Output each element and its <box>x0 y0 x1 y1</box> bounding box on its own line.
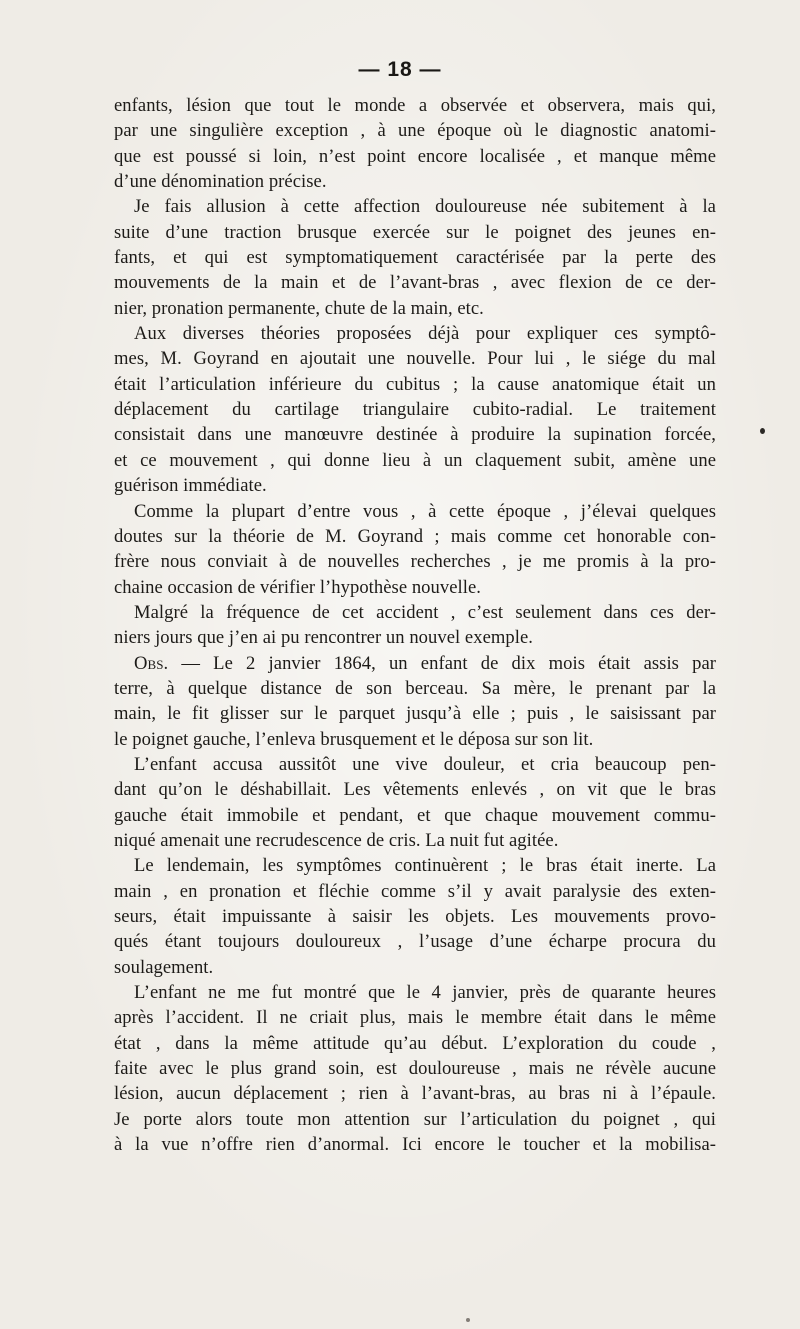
text-line: le poignet gauche, l’enleva brusquement et le déposa sur son lit. <box>114 728 594 750</box>
obs-label: Obs. <box>134 652 169 674</box>
body-text <box>114 93 716 1157</box>
paper-speck <box>466 1318 470 1322</box>
text-line: que est poussé si loin, n’est point encore localisée , et manque même <box>114 145 716 167</box>
text-line: enfants, lésion que tout le monde a observée et observera, mais qui, <box>114 95 716 116</box>
text-line: Comme la plupart d’entre vous , à cette époque , j’élevai quelques <box>134 500 716 522</box>
text-line: après l’accident. Il ne criait plus, mais le membre était dans le même <box>114 1007 716 1029</box>
text-line: main , en pronation et fléchie comme s’il y avait paralysie des exten- <box>114 880 716 902</box>
text-line: suite d’une traction brusque exercée sur le poignet des jeunes en- <box>114 221 716 243</box>
text-line: soulagement. <box>114 956 214 978</box>
text-line: niqué amenait une recrudescence de cris. La nuit fut agitée. <box>114 829 559 851</box>
text-line: faite avec le plus grand soin, est douloureuse , mais ne révèle aucune <box>114 1058 716 1080</box>
text-line: guérison immédiate. <box>114 475 267 497</box>
text-line: L’enfant ne me fut montré que le 4 janvier, près de quarante heures <box>134 982 716 1004</box>
text-line: fants, et qui est symptomatiquement caractérisée par la perte des <box>114 247 716 269</box>
text-line: gauche était immobile et pendant, et que chaque mouvement commu- <box>114 804 716 826</box>
text-line: Le lendemain, les symptômes continuèrent ; le bras était inerte. La <box>134 855 716 877</box>
text-line: mes, M. Goyrand en ajoutait une nouvelle. Pour lui , le siége du mal <box>114 348 716 370</box>
text-line: chaine occasion de vérifier l’hypothèse nouvelle. <box>114 576 481 598</box>
text-line: terre, à quelque distance de son berceau. Sa mère, le prenant par la <box>114 677 716 699</box>
text-line: par une singulière exception , à une époque où le diagnostic anatomi- <box>114 120 716 142</box>
text-line: lésion, aucun déplacement ; rien à l’avant-bras, au bras ni à l’épaule. <box>114 1083 716 1105</box>
page-number-header: — 18 — <box>358 58 442 81</box>
text-line: Malgré la fréquence de cet accident , c’est seulement dans ces der- <box>134 601 716 623</box>
text-line: mouvements de la main et de l’avant-bras , avec flexion de ce der- <box>114 272 716 294</box>
text-line: état , dans la même attitude qu’au début. L’exploration du coude , <box>114 1032 716 1054</box>
text-line: consistait dans une manœuvre destinée à produire la supination forcée, <box>114 424 716 446</box>
text-line: qués étant toujours douloureux , l’usage d’une écharpe procura du <box>114 931 716 953</box>
text-line: à la vue n’offre rien d’anormal. Ici encore le toucher et la mobilisa- <box>114 1134 716 1156</box>
text-line: et ce mouvement , qui donne lieu à un claquement subit, amène une <box>114 449 716 471</box>
text-line: Je porte alors toute mon attention sur l’articulation du poignet , qui <box>114 1108 716 1130</box>
text-line: niers jours que j’en ai pu rencontrer un nouvel exemple. <box>114 627 533 649</box>
text-line: L’enfant accusa aussitôt une vive douleur, et cria beaucoup pen- <box>134 753 716 775</box>
text-line: déplacement du cartilage triangulaire cubito-radial. Le traitement <box>114 399 716 421</box>
text-line: frère nous conviait à de nouvelles recherches , je me promis à la pro- <box>114 551 716 573</box>
text-line: main, le fit glisser sur le parquet jusqu’à elle ; puis , le saisissant par <box>114 703 716 725</box>
text-line: était l’articulation inférieure du cubitus ; la cause anatomique était un <box>114 373 716 395</box>
text-line: seurs, était impuissante à saisir les objets. Les mouvements provo- <box>114 906 716 927</box>
text-line: nier, pronation permanente, chute de la main, etc. <box>114 297 484 319</box>
margin-ink-dot <box>760 428 765 434</box>
text-line: doutes sur la théorie de M. Goyrand ; mais comme cet honorable con- <box>114 525 716 547</box>
text-line: dant qu’on le déshabillait. Les vêtements enlevés , on vit que le bras <box>114 779 716 801</box>
text-line: Obs. — Le 2 janvier 1864, un enfant de dix mois était assis par <box>134 652 716 674</box>
text-line: Aux diverses théories proposées déjà pour expliquer ces symptô- <box>134 323 716 345</box>
text-line: d’une dénomination précise. <box>114 171 327 193</box>
text-line: Je fais allusion à cette affection douloureuse née subitement à la <box>134 196 716 218</box>
